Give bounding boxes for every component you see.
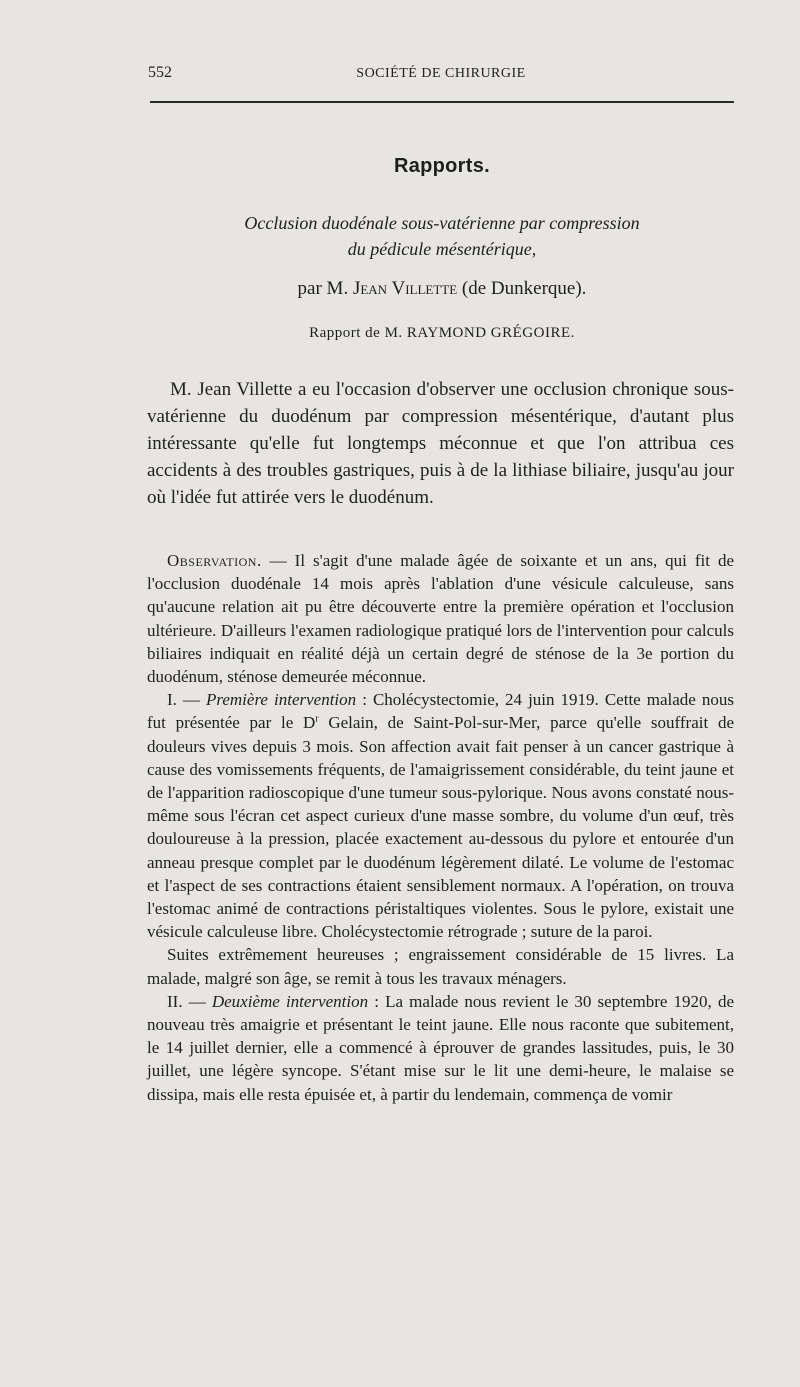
intervention-2-heading: Deuxième intervention [211, 991, 369, 1011]
section-title: Rapports. [393, 155, 491, 177]
author-suffix: (de Dunkerque). [461, 278, 587, 299]
author-name: Jean Villette [352, 278, 458, 299]
article-author [150, 278, 734, 300]
intervention-1-text-b: Gelain, de Saint-Pol-sur-Mer, parce qu'elle souffrait de douleurs vives depuis 3 mois. Son affection avait fait penser à un cancer gastrique à cause des vomissements fréquents, de l'amaigrissement considérable, du teint jaune et de l'apparition radioscopique d'une tumeur sous-pylorique. Nous avons constaté nous-même sous l'écran cet aspect curieux d'une masse sombre, du volume d'un œuf, très douloureuse à la pression, placée exactement au-dessous du pylore et entourée d'un anneau presque complet par le duodénum légèrement dilaté. Le volume de l'estomac et l'aspect de ses contractions étaient sensiblement normaux. A l'opération, on trouva l'estomac animé de contractions péristaltiques violentes. Sous le pylore, existait une vésicule calculeuse libre. Cholécystectomie rétrograde ; suture de la paroi. [147, 713, 734, 942]
observation-text: — Il s'agit d'une malade âgée de soixante et un ans, qui fit de l'occlusion duodénale 14 mois après l'ablation d'une vésicule calculeuse, sans qu'aucune relation ait pu être découverte entre la première opération et l'occlusion ultérieure. D'ailleurs l'examen radiologique pratiqué lors de l'intervention pour calculs biliaires indiquait en réalité déjà un certain degré de sténose de la 3e portion du duodénum, sténose demeurée méconnue. [147, 551, 734, 687]
doctor-superscript: r [315, 713, 319, 725]
page-header [148, 64, 734, 86]
intervention-1-text-a: : Cholécystectomie, 24 juin 1919. Cette malade nous fut présentée par le D [147, 690, 734, 733]
intervention-1-prefix: I. — [167, 690, 206, 710]
intro-paragraph [147, 376, 734, 511]
observation-label: Observation. [167, 551, 262, 570]
intervention-2-paragraph [147, 990, 734, 1106]
intervention-2-text: : La malade nous revient le 30 septembre 1920, de nouveau très amaigrie et présentant le teint jaune. Elle nous raconte que subitement, le 14 juillet dernier, elle a commencé à éprouver de grandes lassitudes, puis, le 30 juillet, une légère syncope. S'étant mise sur le lit une demi-heure, le malaise se dissipa, mais elle resta épuisée et, à partir du lendemain, commença de vomir [147, 991, 734, 1104]
intro-text: M. Jean Villette a eu l'occasion d'observer une occlusion chronique sous-vatérienne du duodénum par compression mésentérique, d'autant plus intéressante qu'elle fut longtemps méconnue et que l'on attribua ces accidents à des troubles gastriques, puis à de la lithiase biliaire, jusqu'au jour où l'idée fut attirée vers le duodénum. [147, 379, 734, 508]
article-title-line-1: Occlusion duodénale sous-vatérienne par compression [244, 213, 640, 233]
intervention-2-prefix: II. — [167, 991, 212, 1011]
intervention-1-paragraph [147, 688, 734, 943]
article-title-line-2: du pédicule mésentérique, [347, 239, 537, 259]
report-byline: Rapport de M. RAYMOND GRÉGOIRE. [309, 325, 575, 341]
intervention-1-heading: Première intervention [205, 690, 357, 710]
observation-paragraph [147, 549, 734, 688]
running-title: SOCIÉTÉ DE CHIRURGIE [356, 66, 526, 81]
header-rule [150, 101, 734, 103]
observation-section [147, 549, 734, 1106]
page-number: 552 [148, 64, 172, 81]
author-prefix: par M. [297, 278, 349, 299]
suites-paragraph: Suites extrêmement heureuses ; engraissement considérable de 15 livres. La malade, malgré son âge, se remit à tous les travaux ménagers. [147, 945, 734, 988]
